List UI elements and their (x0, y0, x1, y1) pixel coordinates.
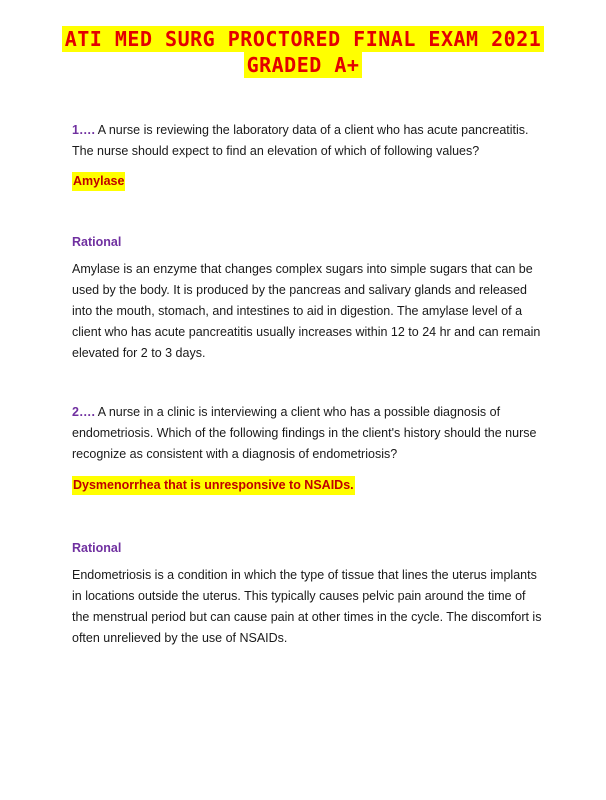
rational-2 (72, 565, 542, 649)
answer-2-text: Dysmenorrhea that is unresponsive to NSAIDs. (72, 476, 355, 495)
question-1-text (72, 120, 542, 162)
question-1-number: 1…. (72, 123, 95, 137)
rational-1-text: Amylase is an enzyme that changes complex sugars into simple sugars that can be used by the body. It is produced by the pancreas and salivary glands and released into the mouth, stomach, and intestines to aid in digestion. The amylase level of a client who has acute pancreatitis usually increases within 12 to 24 hr and can remain elevated for 2 to 3 days. (72, 262, 541, 360)
rational-1-label: Rational (72, 235, 122, 249)
question-2 (72, 402, 542, 465)
page-title (0, 26, 606, 78)
question-2-text (72, 402, 542, 465)
title-line-2: GRADED A+ (244, 52, 363, 78)
title-line-1: ATI MED SURG PROCTORED FINAL EXAM 2021 (62, 26, 545, 52)
question-1 (72, 120, 542, 162)
question-2-body: A nurse in a clinic is interviewing a client who has a possible diagnosis of endometriosis. Which of the following findings in the client's history should the nurse recognize as consistent with a diagnosis of endometriosis? (72, 405, 537, 461)
answer-1 (72, 171, 542, 192)
question-1-body: A nurse is reviewing the laboratory data of a client who has acute pancreatitis. The nurse should expect to find an elevation of which of following values? (72, 123, 529, 158)
question-2-number: 2…. (72, 405, 95, 419)
rational-2-heading (72, 538, 542, 559)
rational-1 (72, 259, 542, 364)
answer-2 (72, 475, 542, 496)
rational-1-heading (72, 232, 542, 253)
answer-1-text: Amylase (72, 172, 125, 191)
rational-2-text: Endometriosis is a condition in which the type of tissue that lines the uterus implants in locations outside the uterus. This typically causes pelvic pain around the time of the menstrual period but can cause pain at other times in the cycle. The discomfort is often unrelieved by the use of NSAIDs. (72, 568, 542, 645)
rational-2-label: Rational (72, 541, 122, 555)
